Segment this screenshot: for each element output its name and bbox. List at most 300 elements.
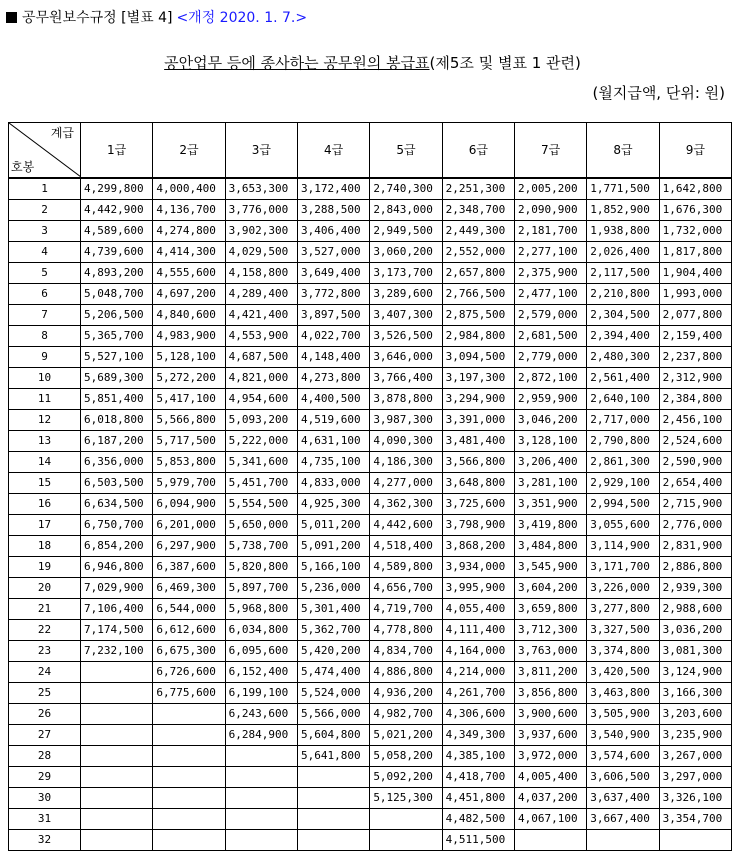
salary-cell: 5,604,800 xyxy=(297,725,369,746)
salary-cell: 3,637,400 xyxy=(587,788,659,809)
salary-cell: 5,554,500 xyxy=(225,494,297,515)
salary-cell: 4,349,300 xyxy=(442,725,514,746)
step-cell: 31 xyxy=(9,809,81,830)
salary-cell: 2,117,500 xyxy=(587,263,659,284)
salary-cell: 3,289,600 xyxy=(370,284,442,305)
step-cell: 10 xyxy=(9,368,81,389)
salary-cell: 5,011,200 xyxy=(297,515,369,536)
salary-cell: 4,306,600 xyxy=(442,704,514,725)
salary-cell: 3,987,300 xyxy=(370,410,442,431)
salary-cell: 3,060,200 xyxy=(370,242,442,263)
step-cell: 28 xyxy=(9,746,81,767)
salary-cell: 6,726,600 xyxy=(153,662,225,683)
step-cell: 12 xyxy=(9,410,81,431)
salary-cell: 6,284,900 xyxy=(225,725,297,746)
salary-cell xyxy=(370,830,442,851)
salary-cell: 6,034,800 xyxy=(225,620,297,641)
salary-cell: 6,356,000 xyxy=(81,452,153,473)
salary-cell: 2,552,000 xyxy=(442,242,514,263)
salary-cell: 4,925,300 xyxy=(297,494,369,515)
salary-cell: 6,854,200 xyxy=(81,536,153,557)
salary-cell: 3,463,800 xyxy=(587,683,659,704)
salary-cell: 4,022,700 xyxy=(297,326,369,347)
step-cell: 22 xyxy=(9,620,81,641)
table-row xyxy=(9,410,732,431)
salary-cell: 1,642,800 xyxy=(659,178,731,200)
salary-cell: 7,029,900 xyxy=(81,578,153,599)
salary-cell: 3,407,300 xyxy=(370,305,442,326)
salary-cell: 3,055,600 xyxy=(587,515,659,536)
salary-cell: 6,612,600 xyxy=(153,620,225,641)
salary-cell xyxy=(225,746,297,767)
step-cell: 11 xyxy=(9,389,81,410)
salary-cell: 4,000,400 xyxy=(153,178,225,200)
table-row xyxy=(9,494,732,515)
step-cell: 7 xyxy=(9,305,81,326)
step-cell: 26 xyxy=(9,704,81,725)
table-row xyxy=(9,767,732,788)
salary-cell: 4,886,800 xyxy=(370,662,442,683)
salary-cell: 4,148,400 xyxy=(297,347,369,368)
salary-cell: 1,904,400 xyxy=(659,263,731,284)
salary-cell: 3,481,400 xyxy=(442,431,514,452)
salary-cell: 3,226,000 xyxy=(587,578,659,599)
salary-cell: 5,566,800 xyxy=(153,410,225,431)
salary-cell: 3,902,300 xyxy=(225,221,297,242)
corner-grade-label: 계급 xyxy=(50,126,74,140)
salary-cell: 4,214,000 xyxy=(442,662,514,683)
salary-cell: 3,900,600 xyxy=(514,704,586,725)
step-cell: 27 xyxy=(9,725,81,746)
salary-cell: 5,341,600 xyxy=(225,452,297,473)
salary-cell: 6,750,700 xyxy=(81,515,153,536)
step-cell: 15 xyxy=(9,473,81,494)
salary-cell: 2,384,800 xyxy=(659,389,731,410)
grade-header: 3급 xyxy=(225,123,297,179)
salary-cell: 3,171,700 xyxy=(587,557,659,578)
salary-cell: 4,029,500 xyxy=(225,242,297,263)
salary-cell: 3,712,300 xyxy=(514,620,586,641)
salary-cell xyxy=(81,662,153,683)
table-body xyxy=(9,178,732,851)
table-row xyxy=(9,557,732,578)
salary-cell: 1,938,800 xyxy=(587,221,659,242)
grade-header: 6급 xyxy=(442,123,514,179)
table-row xyxy=(9,263,732,284)
table-row xyxy=(9,473,732,494)
salary-cell: 4,421,400 xyxy=(225,305,297,326)
salary-cell: 1,852,900 xyxy=(587,200,659,221)
salary-cell: 5,166,100 xyxy=(297,557,369,578)
salary-cell: 2,159,400 xyxy=(659,326,731,347)
salary-cell xyxy=(81,704,153,725)
salary-cell: 3,667,400 xyxy=(587,809,659,830)
salary-cell: 1,676,300 xyxy=(659,200,731,221)
salary-cell: 2,181,700 xyxy=(514,221,586,242)
salary-cell: 2,005,200 xyxy=(514,178,586,200)
table-row xyxy=(9,389,732,410)
salary-cell: 4,111,400 xyxy=(442,620,514,641)
step-cell: 20 xyxy=(9,578,81,599)
salary-cell: 5,474,400 xyxy=(297,662,369,683)
salary-cell: 3,297,000 xyxy=(659,767,731,788)
salary-cell: 3,934,000 xyxy=(442,557,514,578)
salary-cell: 4,005,400 xyxy=(514,767,586,788)
step-cell: 2 xyxy=(9,200,81,221)
table-header-row xyxy=(9,123,732,179)
salary-cell: 3,649,400 xyxy=(297,263,369,284)
salary-cell: 5,021,200 xyxy=(370,725,442,746)
salary-cell: 3,267,000 xyxy=(659,746,731,767)
salary-cell: 4,589,800 xyxy=(370,557,442,578)
salary-cell: 2,740,300 xyxy=(370,178,442,200)
step-cell: 3 xyxy=(9,221,81,242)
salary-cell: 2,579,000 xyxy=(514,305,586,326)
salary-cell: 3,659,800 xyxy=(514,599,586,620)
table-row xyxy=(9,683,732,704)
step-cell: 1 xyxy=(9,178,81,200)
salary-cell: 4,158,800 xyxy=(225,263,297,284)
salary-cell: 3,937,600 xyxy=(514,725,586,746)
salary-cell xyxy=(297,809,369,830)
salary-cell: 5,650,000 xyxy=(225,515,297,536)
salary-cell: 7,232,100 xyxy=(81,641,153,662)
salary-cell: 3,505,900 xyxy=(587,704,659,725)
salary-cell: 5,820,800 xyxy=(225,557,297,578)
salary-cell: 4,834,700 xyxy=(370,641,442,662)
salary-cell: 3,374,800 xyxy=(587,641,659,662)
salary-cell: 4,299,800 xyxy=(81,178,153,200)
salary-cell: 3,046,200 xyxy=(514,410,586,431)
step-cell: 14 xyxy=(9,452,81,473)
salary-cell: 2,090,900 xyxy=(514,200,586,221)
table-row xyxy=(9,221,732,242)
salary-cell: 3,351,900 xyxy=(514,494,586,515)
salary-cell: 4,164,000 xyxy=(442,641,514,662)
salary-cell: 2,843,000 xyxy=(370,200,442,221)
salary-cell: 5,301,400 xyxy=(297,599,369,620)
salary-cell: 7,174,500 xyxy=(81,620,153,641)
salary-cell xyxy=(153,830,225,851)
salary-cell: 3,281,100 xyxy=(514,473,586,494)
salary-cell: 3,326,100 xyxy=(659,788,731,809)
salary-cell: 5,851,400 xyxy=(81,389,153,410)
salary-cell xyxy=(153,767,225,788)
salary-cell xyxy=(587,830,659,851)
salary-cell xyxy=(297,788,369,809)
table-row xyxy=(9,515,732,536)
step-cell: 25 xyxy=(9,683,81,704)
salary-cell: 4,362,300 xyxy=(370,494,442,515)
salary-cell: 2,277,100 xyxy=(514,242,586,263)
salary-cell: 4,893,200 xyxy=(81,263,153,284)
salary-cell xyxy=(297,830,369,851)
salary-cell: 5,417,100 xyxy=(153,389,225,410)
pay-table xyxy=(8,122,732,851)
salary-cell: 3,811,200 xyxy=(514,662,586,683)
salary-cell: 2,026,400 xyxy=(587,242,659,263)
salary-cell: 2,524,600 xyxy=(659,431,731,452)
table-row xyxy=(9,578,732,599)
salary-cell: 2,237,800 xyxy=(659,347,731,368)
salary-cell: 3,606,500 xyxy=(587,767,659,788)
salary-cell: 3,526,500 xyxy=(370,326,442,347)
salary-cell: 5,853,800 xyxy=(153,452,225,473)
regulation-header xyxy=(6,7,307,27)
salary-cell: 4,519,600 xyxy=(297,410,369,431)
salary-cell: 2,779,000 xyxy=(514,347,586,368)
salary-cell: 3,856,800 xyxy=(514,683,586,704)
salary-cell xyxy=(297,767,369,788)
salary-cell: 2,640,100 xyxy=(587,389,659,410)
salary-cell: 2,959,900 xyxy=(514,389,586,410)
salary-cell: 6,201,000 xyxy=(153,515,225,536)
salary-cell: 4,090,300 xyxy=(370,431,442,452)
salary-cell: 4,518,400 xyxy=(370,536,442,557)
salary-cell: 2,394,400 xyxy=(587,326,659,347)
salary-cell: 6,187,200 xyxy=(81,431,153,452)
salary-cell: 1,817,800 xyxy=(659,242,731,263)
salary-cell: 4,982,700 xyxy=(370,704,442,725)
salary-cell: 4,136,700 xyxy=(153,200,225,221)
salary-cell: 4,735,100 xyxy=(297,452,369,473)
table-row xyxy=(9,347,732,368)
salary-cell: 3,646,000 xyxy=(370,347,442,368)
salary-cell: 4,289,400 xyxy=(225,284,297,305)
salary-cell: 4,414,300 xyxy=(153,242,225,263)
title-main: 공안업무 등에 종사하는 공무원의 봉급표 xyxy=(164,54,430,72)
salary-cell: 3,772,800 xyxy=(297,284,369,305)
salary-cell: 3,419,800 xyxy=(514,515,586,536)
grade-header: 8급 xyxy=(587,123,659,179)
salary-cell: 5,222,000 xyxy=(225,431,297,452)
step-cell: 24 xyxy=(9,662,81,683)
salary-cell: 5,451,700 xyxy=(225,473,297,494)
salary-cell: 6,634,500 xyxy=(81,494,153,515)
step-cell: 23 xyxy=(9,641,81,662)
salary-cell: 2,312,900 xyxy=(659,368,731,389)
salary-cell: 5,236,000 xyxy=(297,578,369,599)
salary-cell: 5,527,100 xyxy=(81,347,153,368)
step-cell: 30 xyxy=(9,788,81,809)
salary-cell: 6,946,800 xyxy=(81,557,153,578)
salary-cell: 3,203,600 xyxy=(659,704,731,725)
salary-cell: 4,983,900 xyxy=(153,326,225,347)
salary-cell: 6,503,500 xyxy=(81,473,153,494)
salary-cell xyxy=(81,830,153,851)
table-row xyxy=(9,725,732,746)
salary-cell: 6,675,300 xyxy=(153,641,225,662)
step-cell: 8 xyxy=(9,326,81,347)
salary-cell: 5,717,500 xyxy=(153,431,225,452)
salary-cell: 3,327,500 xyxy=(587,620,659,641)
salary-cell: 3,391,000 xyxy=(442,410,514,431)
salary-cell: 4,261,700 xyxy=(442,683,514,704)
regulation-name: 공무원보수규정 [별표 4] xyxy=(22,10,173,26)
salary-cell: 2,929,100 xyxy=(587,473,659,494)
salary-cell xyxy=(81,683,153,704)
grade-header: 7급 xyxy=(514,123,586,179)
salary-cell: 2,766,500 xyxy=(442,284,514,305)
salary-cell: 5,365,700 xyxy=(81,326,153,347)
salary-cell: 3,128,100 xyxy=(514,431,586,452)
salary-cell: 6,297,900 xyxy=(153,536,225,557)
table-row xyxy=(9,641,732,662)
salary-cell: 3,725,600 xyxy=(442,494,514,515)
salary-cell: 4,442,600 xyxy=(370,515,442,536)
salary-cell: 2,717,000 xyxy=(587,410,659,431)
salary-cell: 2,875,500 xyxy=(442,305,514,326)
step-cell: 6 xyxy=(9,284,81,305)
salary-cell: 4,954,600 xyxy=(225,389,297,410)
salary-cell: 5,092,200 xyxy=(370,767,442,788)
salary-cell: 3,197,300 xyxy=(442,368,514,389)
salary-cell: 3,172,400 xyxy=(297,178,369,200)
salary-cell: 1,993,000 xyxy=(659,284,731,305)
salary-cell: 5,058,200 xyxy=(370,746,442,767)
salary-cell: 4,936,200 xyxy=(370,683,442,704)
salary-cell: 3,166,300 xyxy=(659,683,731,704)
salary-cell: 4,385,100 xyxy=(442,746,514,767)
salary-cell xyxy=(153,725,225,746)
salary-cell: 3,653,300 xyxy=(225,178,297,200)
salary-cell: 3,566,800 xyxy=(442,452,514,473)
salary-cell: 6,469,300 xyxy=(153,578,225,599)
salary-cell: 2,657,800 xyxy=(442,263,514,284)
table-row xyxy=(9,536,732,557)
salary-cell: 2,561,400 xyxy=(587,368,659,389)
salary-cell xyxy=(225,809,297,830)
salary-cell: 5,091,200 xyxy=(297,536,369,557)
salary-cell: 3,294,900 xyxy=(442,389,514,410)
salary-cell: 2,994,500 xyxy=(587,494,659,515)
salary-cell: 3,484,800 xyxy=(514,536,586,557)
salary-cell: 5,048,700 xyxy=(81,284,153,305)
salary-cell: 3,277,800 xyxy=(587,599,659,620)
salary-cell: 2,304,500 xyxy=(587,305,659,326)
salary-cell: 2,251,300 xyxy=(442,178,514,200)
salary-cell: 4,589,600 xyxy=(81,221,153,242)
salary-cell: 4,037,200 xyxy=(514,788,586,809)
title-suffix: (제5조 및 별표 1 관련) xyxy=(429,54,581,72)
salary-cell: 6,243,600 xyxy=(225,704,297,725)
step-cell: 19 xyxy=(9,557,81,578)
salary-cell: 4,400,500 xyxy=(297,389,369,410)
salary-cell: 3,094,500 xyxy=(442,347,514,368)
salary-cell: 5,979,700 xyxy=(153,473,225,494)
salary-cell: 2,348,700 xyxy=(442,200,514,221)
square-bullet-icon xyxy=(6,12,17,23)
table-row xyxy=(9,704,732,725)
salary-cell: 2,210,800 xyxy=(587,284,659,305)
step-cell: 4 xyxy=(9,242,81,263)
table-row xyxy=(9,788,732,809)
salary-cell: 3,868,200 xyxy=(442,536,514,557)
salary-cell: 2,949,500 xyxy=(370,221,442,242)
salary-cell: 4,482,500 xyxy=(442,809,514,830)
salary-cell: 6,544,000 xyxy=(153,599,225,620)
salary-cell: 6,018,800 xyxy=(81,410,153,431)
salary-cell xyxy=(81,788,153,809)
salary-cell: 6,199,100 xyxy=(225,683,297,704)
salary-cell xyxy=(370,809,442,830)
salary-cell: 4,555,600 xyxy=(153,263,225,284)
salary-cell: 3,354,700 xyxy=(659,809,731,830)
salary-cell: 5,689,300 xyxy=(81,368,153,389)
salary-cell: 3,798,900 xyxy=(442,515,514,536)
table-row xyxy=(9,809,732,830)
salary-cell: 4,055,400 xyxy=(442,599,514,620)
salary-cell: 5,125,300 xyxy=(370,788,442,809)
salary-cell: 5,206,500 xyxy=(81,305,153,326)
salary-cell: 4,511,500 xyxy=(442,830,514,851)
salary-cell: 2,831,900 xyxy=(659,536,731,557)
salary-cell: 5,272,200 xyxy=(153,368,225,389)
table-row xyxy=(9,452,732,473)
salary-cell: 3,878,800 xyxy=(370,389,442,410)
step-cell: 16 xyxy=(9,494,81,515)
table-row xyxy=(9,830,732,851)
salary-cell: 3,081,300 xyxy=(659,641,731,662)
salary-cell: 3,036,200 xyxy=(659,620,731,641)
salary-cell: 3,648,800 xyxy=(442,473,514,494)
salary-cell: 2,790,800 xyxy=(587,431,659,452)
table-row xyxy=(9,431,732,452)
salary-cell: 6,094,900 xyxy=(153,494,225,515)
salary-cell: 4,273,800 xyxy=(297,368,369,389)
salary-cell: 2,984,800 xyxy=(442,326,514,347)
salary-cell: 2,375,900 xyxy=(514,263,586,284)
salary-cell: 4,186,300 xyxy=(370,452,442,473)
salary-cell xyxy=(225,788,297,809)
salary-cell xyxy=(153,809,225,830)
table-row xyxy=(9,305,732,326)
table-row xyxy=(9,326,732,347)
salary-cell: 5,093,200 xyxy=(225,410,297,431)
salary-cell: 4,821,000 xyxy=(225,368,297,389)
salary-cell: 4,442,900 xyxy=(81,200,153,221)
unit-note: (월지급액, 단위: 원) xyxy=(592,84,725,102)
amendment-note: <개정 2020. 1. 7.> xyxy=(176,10,308,26)
salary-cell: 1,771,500 xyxy=(587,178,659,200)
salary-cell: 4,778,800 xyxy=(370,620,442,641)
salary-cell xyxy=(153,746,225,767)
salary-cell xyxy=(659,830,731,851)
salary-cell xyxy=(514,830,586,851)
grade-header: 2급 xyxy=(153,123,225,179)
salary-cell: 2,480,300 xyxy=(587,347,659,368)
table-row xyxy=(9,178,732,200)
salary-cell: 5,128,100 xyxy=(153,347,225,368)
salary-cell: 4,451,800 xyxy=(442,788,514,809)
salary-cell: 6,387,600 xyxy=(153,557,225,578)
salary-cell: 4,739,600 xyxy=(81,242,153,263)
table-row xyxy=(9,200,732,221)
salary-cell: 2,886,800 xyxy=(659,557,731,578)
salary-cell: 3,766,400 xyxy=(370,368,442,389)
salary-cell: 5,566,000 xyxy=(297,704,369,725)
salary-cell: 4,840,600 xyxy=(153,305,225,326)
salary-cell: 3,897,500 xyxy=(297,305,369,326)
salary-cell xyxy=(153,788,225,809)
step-cell: 29 xyxy=(9,767,81,788)
salary-cell: 6,152,400 xyxy=(225,662,297,683)
salary-cell: 2,477,100 xyxy=(514,284,586,305)
salary-cell xyxy=(81,725,153,746)
salary-cell: 4,277,000 xyxy=(370,473,442,494)
salary-cell: 6,775,600 xyxy=(153,683,225,704)
salary-cell: 7,106,400 xyxy=(81,599,153,620)
